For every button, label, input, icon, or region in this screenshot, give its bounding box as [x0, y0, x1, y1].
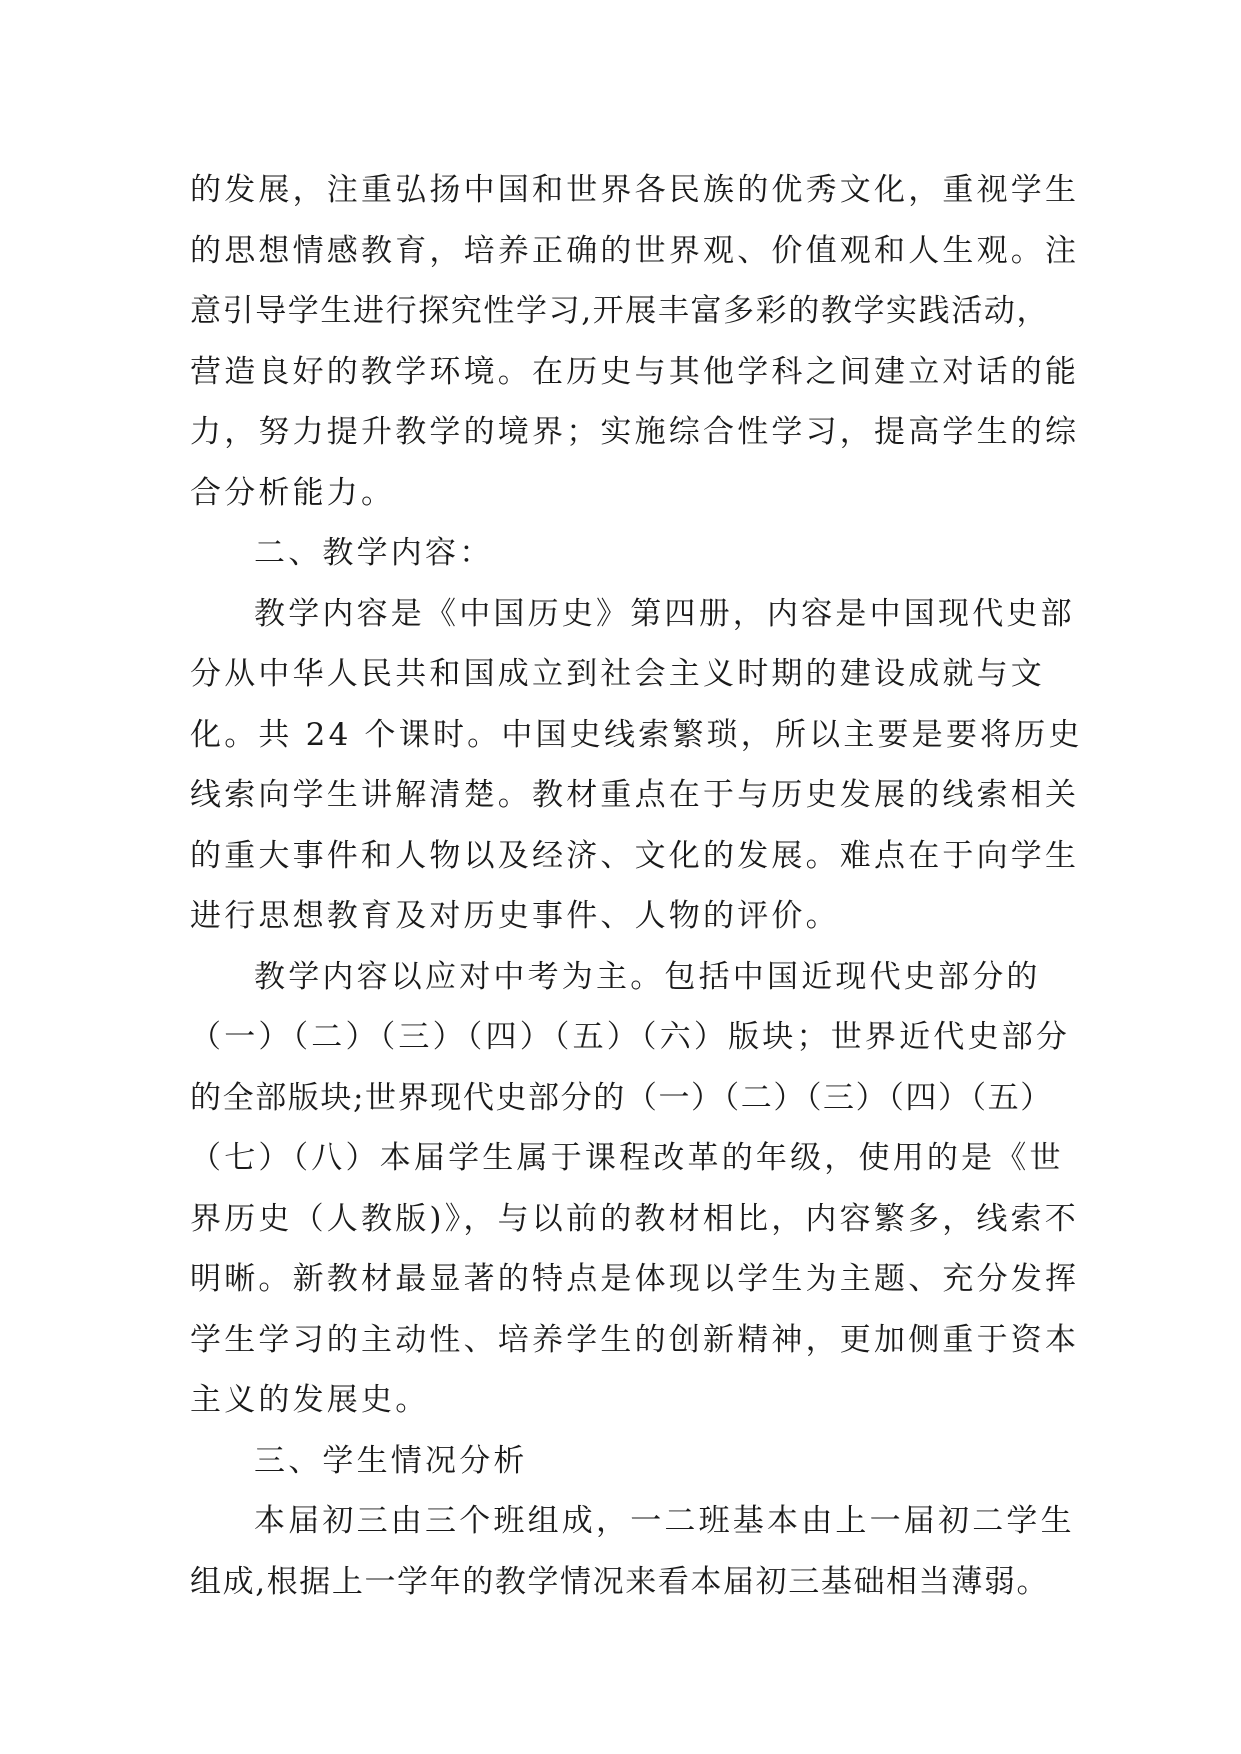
text-line: 主义的发展史。 [190, 1382, 430, 1418]
text-line: （一）（二）（三）（四）（五）（六）版块；世界近代史部分 [190, 1019, 1071, 1055]
body-text [190, 160, 1090, 1612]
text-line: 营造良好的教学环境。在历史与其他学科之间建立对话的能 [190, 353, 1080, 390]
text-line: 分从中华人民共和国成立到社会主义时期的建设成就与文 [190, 656, 1045, 692]
text-line: 本届初三由三个班组成，一二班基本由上一届初二学生 [254, 1503, 1075, 1539]
text-line: 力，努力提升教学的境界；实施综合性学习，提高学生的综 [190, 414, 1080, 450]
text-line: 的全部版块;世界现代史部分的（一）（二）（三）（四）（五） [190, 1079, 1053, 1116]
text-line: 教学内容以应对中考为主。包括中国近现代史部分的 [254, 958, 1041, 995]
text-line: 线索向学生讲解清楚。教材重点在于与历史发展的线索相关 [190, 777, 1080, 813]
text-line: 教学内容是《中国历史》第四册，内容是中国现代史部 [254, 595, 1075, 632]
text-line: 的重大事件和人物以及经济、文化的发展。难点在于向学生 [190, 837, 1080, 874]
text-line: 明晰。新教材最显著的特点是体现以学生为主题、充分发挥 [190, 1261, 1080, 1297]
text-line: 合分析能力。 [190, 474, 396, 511]
text-line: 化。共 24 个课时。中国史线索繁琐，所以主要是要将历史 [190, 716, 1083, 753]
text-line: 三、学生情况分析 [254, 1442, 528, 1479]
text-line: 组成,根据上一学年的教学情况来看本届初三基础相当薄弱。 [190, 1563, 1050, 1600]
text-line: 二、教学内容： [254, 535, 494, 571]
text-line: 进行思想教育及对历史事件、人物的评价。 [190, 898, 840, 934]
text-line: （七）（八）本届学生属于课程改革的年级，使用的是《世 [190, 1140, 1064, 1176]
text-line: 的发展，注重弘扬中国和世界各民族的优秀文化，重视学生 [190, 172, 1080, 208]
text-line: 界历史（人教版)》，与以前的教材相比，内容繁多，线索不 [190, 1200, 1079, 1237]
text-line: 意引导学生进行探究性学习,开展丰富多彩的教学实践活动， [190, 293, 1050, 329]
text-line: 的思想情感教育，培养正确的世界观、价值观和人生观。注 [190, 232, 1080, 269]
text-line: 学生学习的主动性、培养学生的创新精神，更加侧重于资本 [190, 1321, 1080, 1358]
